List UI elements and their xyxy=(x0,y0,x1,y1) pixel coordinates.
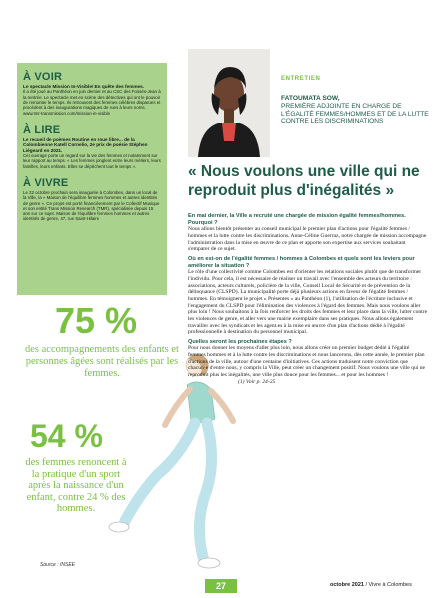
article-headline: « Nous voulons une ville qui ne reproduit plus d'inégalités » xyxy=(188,163,420,199)
footer-magazine: / Vivre à Colombes xyxy=(363,582,412,588)
question-1: En mai dernier, la Ville a recruté une chargée de mission égalité femmes/hommes. Pourquoi ? xyxy=(188,213,406,226)
question-3: Quelles seront les prochaines étapes ? xyxy=(188,338,292,345)
sidebar-box xyxy=(17,63,167,295)
footer-issue xyxy=(330,582,412,588)
interviewee-role: PREMIÈRE ADJOINTE EN CHARGE DE L'ÉGALITÉ FEMMES/HOMMES ET DE LA LUTTE CONTRE LES DISCRIMINATIONS xyxy=(281,102,429,126)
portrait-photo xyxy=(188,49,270,157)
stat-text-1: des accompagnements des enfants et personnes âgées sont réalisés par les femmes. xyxy=(25,344,179,379)
section-heading-a-vivre: À VIVRE xyxy=(23,177,69,189)
stat-value-2: 54 % xyxy=(30,418,103,454)
answer-3: Pour nous donner les moyens d'aller plus loin, nous allons créer un premier budget dédié à l'égalité femmes hommes et à la lutte contre les discriminations et nous lancerons, dès cette année, le premier plan d'actions de la ville, autour d'une centaine d'initiatives. Ces actions traduisent notre conviction que chacun·e d'entre nous, y compris la Ville, peut créer un changement positif. Nous voulons une ville qui ne reproduit plus les inégalités, une ville plus douce pour les femmes... et pour les hommes ! xyxy=(188,345,425,379)
top-margin xyxy=(0,0,439,40)
stats-source: Source : INSEE xyxy=(40,562,76,568)
footer-date: octobre 2021 xyxy=(330,582,364,588)
section-subtitle-a-lire: Le recueil de poèmes Routine en roue libre... de la Colombienne Katell Cornelio, 2e prix de poésie Stéphen Liégeard en 2021. xyxy=(23,136,148,153)
stat-value-1: 75 % xyxy=(55,300,138,341)
portrait-icon xyxy=(188,49,270,157)
interview-kicker: ENTRETIEN xyxy=(281,76,321,82)
article-body xyxy=(188,210,428,385)
footnote: (1) Voir p. 24-25 xyxy=(238,378,276,385)
section-heading-a-voir: À VOIR xyxy=(23,71,63,83)
answer-2: Le rôle d'une collectivité comme Colombes est d'orienter les relations sociales plutôt que de transformer l'individu. Pour cela, il est nécessaire de réaliser un travail avec l'ensemble des acteurs du territoire : associations, acteurs culturels, policière de la ville, Conseil Local de Sécurité et de prévention de la délinquance (CLSPD). La municipalité porte déjà plusieurs actions en faveur de l'égalité femmes / hommes. En témoignent le projet « Présentes » au Panthéon (1), l'utilisation de l'écriture inclusive et l'engagement du CLSPD pour l'élimination des violences à l'égard des femmes. Mais nous voulons aller plus loin ! Nous souhaitons à la fois renforcer les droits des femmes et leur place dans la ville, lutter contre les violences de genre, et aller vers une mairie exemplaire dans ses pratiques. Nous allons également travailler avec les syndicats et les agent.es à la mise en œuvre d'un plan d'actions dédié à l'égalité professionnelle à destination du personnel municipal. xyxy=(188,269,428,336)
question-2: Où en est-on de l'égalité femmes / hommes à Colombes et quels sont les leviers pour améliorer la situation ? xyxy=(188,255,415,269)
section-body-a-lire: Cet ouvrage porte un regard sur la vie des femmes et notamment sur leur rapport au temps. « Les femmes jonglent entre leurs métiers, leurs familles, leurs enfants. Elles se dépêchent tout le temps ». xyxy=(23,153,161,169)
section-subtitle-a-voir: Le spectacle Mission In-Visible/ En quête des femmes. xyxy=(23,84,145,89)
stat-text-2: des femmes renoncent à la pratique d'un sport après la naissance d'un enfant, contre 24 % des hommes. xyxy=(25,457,127,515)
section-body-a-voir: Il a été joué au Panthéon en juin dernier et au CSC des Fossés-Jean à la rentrée. Le spectacle met en scène des détectives qui ont le pouvoir de remonter le temps. Ils retrouvent des femmes célèbres disparues et procèdent à des inaugurations magiques de rues à leurs noms. www.tmr-transmission.com/mission-in-visible xyxy=(23,89,161,116)
section-body-a-vivre: Le 22 octobre prochain sera inaugurée à Colombes, dans un local de la Ville, la « Maison de l'équilibre femmes hommes et autres identités de genre ». Ce projet est porté financièrement par le Collectif Musique et son entité Trans Mission Research (TMR), spécialisée depuis 15 ans sur ce sujet. Maison de l'équilibre femmes hommes et autres identités de genre, 47, rue Saint-Hilaire xyxy=(23,190,160,222)
interviewee-block xyxy=(281,95,431,126)
section-heading-a-lire: À LIRE xyxy=(23,123,61,136)
interviewee-name: FATOUMATA SOW, xyxy=(281,95,340,102)
answer-1: Nous allons bientôt présenter au conseil municipal le premier plan d'actions pour l'égalité femmes / hommes et la lutte contre les discriminations. Anne-Céline Guerraz, notre chargée de mission accompagne l'administration dans la mise en œuvre de ce plan et apporte son expertise aux services souhaitant s'emparer de ce sujet. xyxy=(188,226,427,253)
page-number: 27 xyxy=(205,579,237,593)
